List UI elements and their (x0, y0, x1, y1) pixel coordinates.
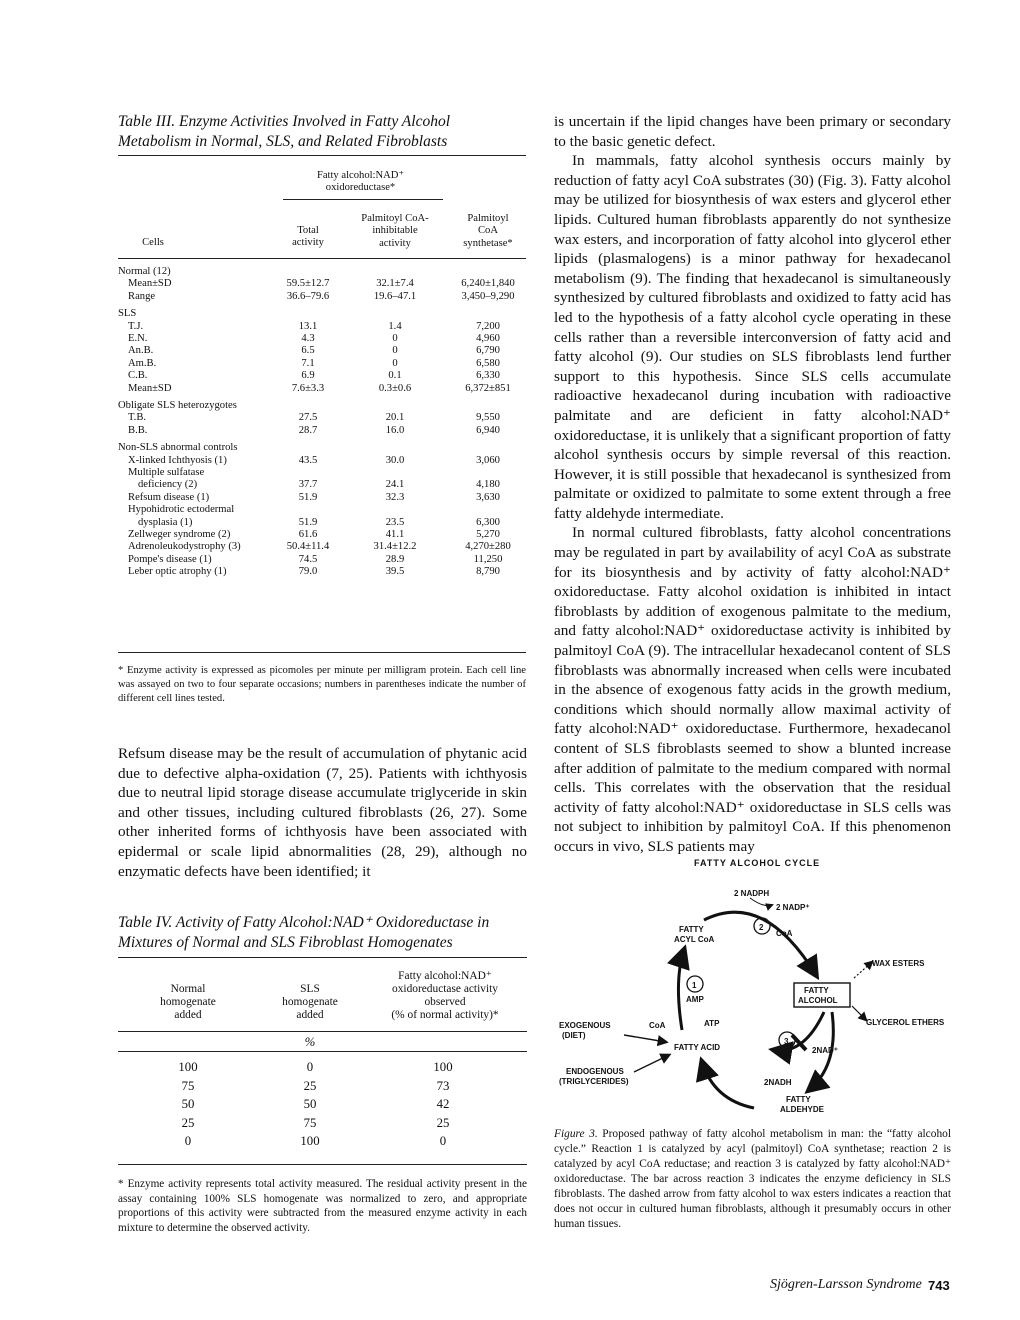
table-row (118, 333, 526, 346)
label-fatty-alcohol-2: ALCOHOL (798, 996, 838, 1005)
arrow-nadph (750, 898, 772, 906)
synthetase-activity: 8,790 (476, 566, 500, 578)
paragraph-3: In normal cultured fibroblasts, fatty alcohol concentrations may be regulated in part by availability of acyl CoA as substrate for its biosynthesis and by activity of fatty alcohol:NAD⁺ oxidoreductase. Fatty alcohol oxidation is inhibited in intact fibroblasts by addition of exogenous palmitate to the medium, and fatty alcohol:NAD⁺ oxidoreductase activity is inhibited by palmitoyl CoA (9). The intracellular hexadecanol content of SLS fibroblasts was abnormally increased when cells were incubated in the absence of exogenous fatty acids in the growth medium, conditions which should normally allow maximal activity of fatty alcohol:NAD⁺ oxidoreductase. Furthermore, hexadecanol content of SLS fibroblasts seemed to show a blunted increase after addition of palmitate to the medium compared with normal cells. This correlates with the observation that the residual activity of fatty alcohol:NAD⁺ oxidoreductase in SLS cells was not subject to inhibition by palmitoyl CoA. If this phenomenon occurs in vivo, SLS patients may (554, 524, 951, 855)
synthetase-activity: 3,630 (476, 491, 500, 503)
total-activity: 37.7 (298, 479, 318, 491)
label-fatty-acid: FATTY ACID (674, 1043, 721, 1052)
row-label: Am.B. (128, 357, 157, 369)
inhibitable-activity: 30.0 (385, 454, 405, 466)
total-activity: 74.5 (298, 553, 318, 565)
inhibitable-activity: 41.1 (385, 529, 405, 540)
label-fatty-aldehyde-1: FATTY (786, 1095, 811, 1104)
fatty-alcohol-cycle-diagram (554, 850, 954, 1130)
table3 (118, 155, 526, 675)
total-activity: 4.3 (301, 333, 315, 344)
sls-added: 50 (303, 1097, 317, 1111)
activity-observed: 100 (433, 1060, 453, 1074)
table-row (118, 529, 526, 542)
col-header-cells: Cells (142, 237, 164, 248)
arrow-acyl-to-alcohol (704, 912, 816, 975)
activity-observed: 42 (436, 1097, 450, 1111)
label-coa-top: CoA (776, 929, 793, 938)
table3-body (118, 266, 526, 646)
table3-group-header: Fatty alcohol:NAD⁺ oxidoreductase* (316, 170, 405, 194)
row-label: B.B. (128, 424, 148, 436)
total-activity: 50.4±11.4 (286, 541, 330, 553)
row-label: T.J. (128, 320, 144, 332)
label-nadph: 2 NADPH (734, 889, 770, 898)
inhibitable-activity: 0 (392, 357, 398, 369)
row-label: Leber optic atrophy (1) (128, 566, 227, 578)
total-activity: 43.5 (298, 454, 318, 466)
inhibitable-activity: 1.4 (388, 320, 402, 332)
inhibitable-activity: 31.4±12.2 (373, 541, 417, 553)
synthetase-activity: 6,790 (476, 345, 500, 357)
table-row (118, 1098, 527, 1111)
left-paragraph (118, 744, 527, 881)
row-label: Hypohidrotic ectodermal (128, 504, 235, 516)
table3-caption-line2: Metabolism in Normal, SLS, and Related Fibroblasts (118, 133, 448, 150)
table4 (118, 957, 527, 1162)
row-label: Zellweger syndrome (2) (128, 529, 231, 540)
table-row (118, 266, 526, 279)
figure-3-caption (554, 1127, 951, 1232)
inhibitable-activity: 20.1 (385, 412, 405, 424)
synthetase-activity: 6,580 (476, 357, 500, 369)
label-coa-left: CoA (649, 1021, 666, 1030)
normal-added: 50 (181, 1097, 195, 1111)
table-row (118, 566, 526, 579)
label-nadp: 2 NADP⁺ (776, 903, 810, 912)
arrow-exogenous (624, 1035, 666, 1042)
paragraph-2: In mammals, fatty alcohol synthesis occurs mainly by reduction of fatty acyl CoA substrates (30) (Fig. 3). Fatty alcohol may be utilized for biosynthesis of wax esters and glycerol ether lipids. Cultured human fibroblasts apparently do not synthesize wax esters, and incorporation of fatty alcohol into glycerol ether lipids (plasmalogens) is a minor pathway for hexadecanol metabolism (9). The finding that hexadecanol is simultaneously synthesized by cultured fibroblasts and oxidized to fatty acid has led to the hypothesis of a fatty alcohol cycle operating in these cells rather than a reversible interconversion of fatty acid and fatty alcohol (9). Our studies on SLS fibroblasts lend further support to this hypothesis. Since SLS cells accumulate radioactive hexadecanol during incubation with radioactive palmitate and are deficient in fatty alcohol:NAD⁺ oxidoreductase, it is unlikely that a significant proportion of fatty alcohol synthesis occurs by simple reversal of this reaction. However, it is still possible that hexadecanol is synthesized from palmitate or oxidized to palmitate to some extent through a free fatty aldehyde intermediate. (554, 152, 951, 522)
total-activity: 27.5 (298, 412, 318, 424)
total-activity: 6.5 (301, 345, 315, 357)
row-label: Pompe's disease (1) (128, 553, 212, 565)
inhibitable-activity: 32.3 (385, 491, 405, 503)
label-fatty-acyl-2: ACYL CoA (674, 935, 715, 944)
row-label: Normal (12) (118, 266, 171, 277)
table-row (118, 479, 526, 492)
synthetase-activity: 5,270 (476, 529, 500, 540)
row-label: Non-SLS abnormal controls (118, 442, 238, 454)
total-activity: 7.6±3.3 (291, 382, 325, 394)
synthetase-activity: 11,250 (473, 553, 503, 565)
inhibitable-activity: 28.9 (385, 553, 405, 565)
label-nadh: 2NADH (764, 1078, 792, 1087)
figure-3 (554, 850, 954, 1130)
table4-col1-header: Normal homogenate added (160, 983, 216, 1021)
label-fatty-acyl-1: FATTY (679, 925, 704, 934)
table3-footnote: * Enzyme activity is expressed as picomoles per minute per milligram protein. Each cell line was assayed on two to four separate occasions; numbers in parentheses indicate the number of different cell lines tested. (118, 665, 526, 704)
inhibitable-activity: 32.1±7.4 (376, 278, 414, 290)
col-header-total: Total activity (292, 225, 324, 249)
total-activity: 51.9 (298, 516, 318, 528)
table4-footnote: * Enzyme activity represents total activity measured. The residual activity present in the assay containing 100% SLS homogenate was normalized to zero, and appropriate proportions of this activity were subtracted from the measured enzyme activity in each mixture to determine the observed activity. (118, 1178, 527, 1234)
row-label: Range (128, 290, 156, 302)
row-label: Adrenoleukodystrophy (3) (128, 541, 241, 553)
reaction-1-number: 1 (692, 981, 697, 990)
table4-body (118, 1061, 527, 1161)
row-label: C.B. (128, 370, 148, 382)
arrow-glycerol-ethers (852, 1006, 866, 1020)
row-label: X-linked Ichthyosis (1) (128, 454, 227, 466)
arrow-aldehyde-to-acid (702, 1062, 754, 1108)
synthetase-activity: 6,330 (476, 370, 500, 382)
row-label: E.N. (128, 333, 148, 344)
total-activity: 59.5±12.7 (286, 278, 330, 290)
arrow-endogenous (634, 1055, 669, 1072)
table-row (118, 1135, 527, 1148)
synthetase-activity: 4,960 (476, 333, 500, 344)
inhibitable-activity: 0 (392, 345, 398, 357)
total-activity: 6.9 (301, 370, 315, 382)
row-label: Obligate SLS heterozygotes (118, 400, 237, 411)
total-activity: 7.1 (301, 357, 315, 369)
dashed-arrow-wax-esters (854, 962, 872, 978)
synthetase-activity: 6,300 (476, 516, 500, 528)
synthetase-activity: 4,270±280 (465, 541, 511, 553)
inhibitable-activity: 16.0 (385, 424, 405, 436)
inhibitable-activity: 0.1 (388, 370, 402, 382)
table-row (118, 358, 526, 371)
table-row (118, 554, 526, 567)
sls-added: 0 (306, 1060, 314, 1074)
normal-added: 75 (181, 1078, 195, 1093)
reaction-3-number: 3 (784, 1037, 789, 1046)
reaction-2-number: 2 (759, 923, 764, 932)
table-row (118, 278, 526, 291)
label-glycerol-ethers: GLYCEROL ETHERS (866, 1018, 945, 1027)
right-column-text (554, 112, 951, 857)
col-header-palmitoyl-inhibitable: Palmitoyl CoA- inhibitable activity (361, 213, 429, 249)
row-label: Mean±SD (128, 382, 172, 394)
row-label: Mean±SD (128, 278, 172, 290)
inhibitable-activity: 19.6–47.1 (373, 290, 417, 302)
synthetase-activity: 4,180 (476, 479, 500, 491)
arrow-acid-to-acyl (678, 950, 684, 1030)
label-nad: 2NAD⁺ (812, 1046, 839, 1055)
label-diet: (DIET) (562, 1031, 586, 1040)
table-row (118, 541, 526, 554)
activity-observed: 0 (439, 1134, 447, 1148)
total-activity: 51.9 (298, 491, 318, 503)
table-row (118, 442, 526, 455)
table4-col3-header: Fatty alcohol:NAD⁺ oxidoreductase activity observed (% of normal activity)* (391, 970, 499, 1021)
synthetase-activity: 9,550 (476, 412, 500, 424)
table-row (118, 425, 526, 438)
row-label: An.B. (128, 345, 154, 357)
inhibitable-activity: 24.1 (385, 479, 405, 491)
label-exogenous: EXOGENOUS (559, 1021, 611, 1030)
table-row (118, 1061, 527, 1074)
total-activity: 79.0 (298, 566, 318, 578)
row-label: Refsum disease (1) (128, 491, 210, 503)
label-atp: ATP (704, 1019, 720, 1028)
inhibitable-activity: 0 (392, 333, 398, 344)
sls-added: 75 (303, 1115, 317, 1130)
col-header-synthetase: Palmitoyl CoA synthetase* (463, 213, 513, 249)
row-label: dysplasia (1) (138, 516, 193, 528)
normal-added: 0 (184, 1134, 192, 1148)
table-row (118, 383, 526, 396)
table-row (118, 412, 526, 425)
synthetase-activity: 3,450–9,290 (461, 290, 515, 302)
table-row (118, 455, 526, 468)
left-paragraph-text: Refsum disease may be the result of accumulation of phytanic acid due to defective alpha-oxidation (7, 25). Patients with ichthyosis due to neutral lipid storage disease accumulate triglyceride in skin and other tissues, including cultured fibroblasts (26, 27). Some other inherited forms of ichthyosis have been associated with epidermal or scale lipid abnormalities (28, 29), although no enzymatic defects have been identified; it (118, 745, 527, 880)
activity-observed: 25 (436, 1115, 450, 1130)
table3-caption (118, 112, 518, 152)
synthetase-activity: 6,372±851 (465, 382, 511, 394)
table-row (118, 400, 526, 413)
row-label: Multiple sulfatase (128, 467, 205, 478)
table4-col2-header: SLS homogenate added (282, 983, 338, 1021)
activity-observed: 73 (436, 1078, 450, 1093)
page-number: 743 (928, 1278, 950, 1293)
table-row (118, 321, 526, 334)
running-title: Sjögren-Larsson Syndrome (770, 1277, 922, 1292)
total-activity: 13.1 (298, 320, 318, 332)
inhibitable-activity: 23.5 (385, 516, 405, 528)
row-label: T.B. (128, 412, 147, 424)
table-row (118, 370, 526, 383)
figure-3-caption-label: Figure 3. (554, 1128, 598, 1140)
paragraph-1: is uncertain if the lipid changes have been primary or secondary to the basic genetic defect. (554, 113, 951, 150)
inhibitable-activity: 39.5 (385, 566, 405, 578)
table-row (118, 291, 526, 304)
total-activity: 61.6 (298, 529, 318, 540)
inhibitable-activity: 0.3±0.6 (378, 382, 412, 394)
synthetase-activity: 6,240±1,840 (461, 278, 515, 290)
row-label: SLS (118, 308, 137, 320)
table4-caption: Table IV. Activity of Fatty Alcohol:NAD⁺ Oxidoreductase in Mixtures of Normal and SLS Fibroblast Homogenates (118, 914, 490, 951)
table-row (118, 1117, 527, 1130)
label-endogenous: ENDOGENOUS (566, 1067, 624, 1076)
label-amp: AMP (686, 995, 704, 1004)
figure-title: FATTY ALCOHOL CYCLE (694, 858, 821, 868)
label-fatty-alcohol-1: FATTY (804, 986, 829, 995)
table-row (118, 517, 526, 530)
label-fatty-aldehyde-2: ALDEHYDE (780, 1105, 825, 1114)
sls-added: 100 (300, 1134, 320, 1148)
label-triglycerides: (TRIGLYCERIDES) (559, 1077, 629, 1086)
row-label: deficiency (2) (138, 479, 198, 491)
total-activity: 28.7 (298, 424, 318, 436)
label-wax-esters: WAX ESTERS (872, 959, 925, 968)
normal-added: 25 (181, 1115, 195, 1130)
synthetase-activity: 6,940 (476, 424, 500, 436)
synthetase-activity: 7,200 (476, 320, 500, 332)
synthetase-activity: 3,060 (476, 454, 500, 466)
table-row (118, 504, 526, 517)
table-row (118, 345, 526, 358)
normal-added: 100 (178, 1060, 198, 1074)
sls-added: 25 (303, 1078, 317, 1093)
table-row (118, 492, 526, 505)
table-row (118, 467, 526, 480)
table-row (118, 1080, 527, 1093)
total-activity: 36.6–79.6 (286, 290, 330, 302)
figure-3-caption-text: Proposed pathway of fatty alcohol metabolism in man: the “fatty alcohol cycle.” Reaction 1 is catalyzed by acyl (palmitoyl) CoA synthetase; reaction 2 is catalyzed by acyl CoA reductase; and reaction 3 is catalyzed by fatty alcohol:NAD⁺ oxidoreductase. The bar across reaction 3 indicates the enzyme deficiency in SLS fibroblasts. The dashed arrow from fatty alcohol to wax esters indicates a reaction that does not occur in cultured human fibroblasts, although it presumably occurs in other human tissues. (554, 1128, 951, 1230)
table3-caption-line1: Table III. Enzyme Activities Involved in Fatty Alcohol (118, 113, 451, 130)
table-row (118, 308, 526, 321)
table4-unit: % (304, 1035, 316, 1049)
